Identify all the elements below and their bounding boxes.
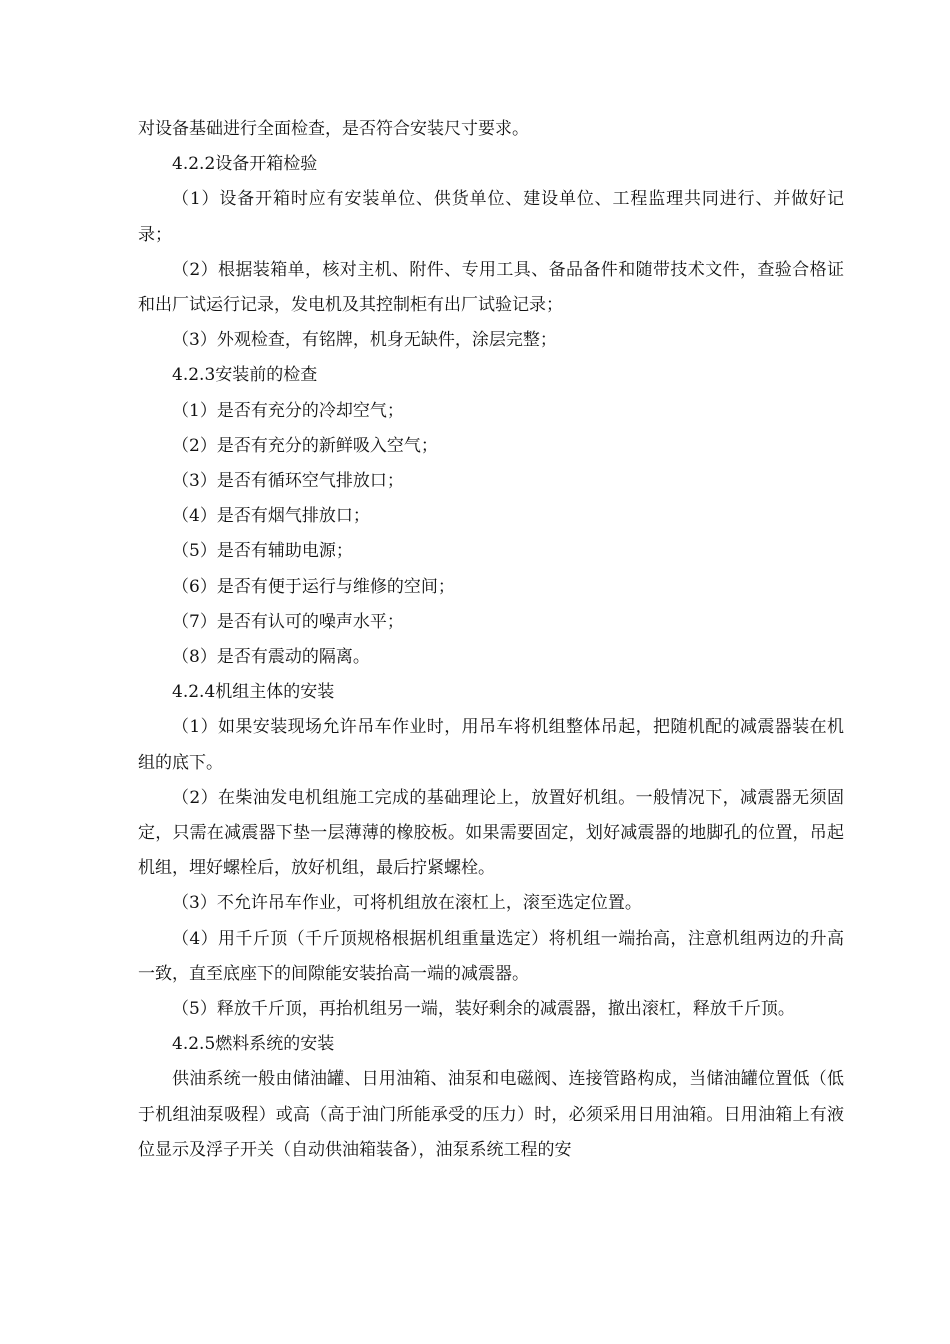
list-item: （2）在柴油发电机组施工完成的基础理论上，放置好机组。一般情况下，减震器无须固定，只需在减震器下垫一层薄薄的橡胶板。如果需要固定，划好减震器的地脚孔的位置，吊起机组，埋好螺栓后，放好机组，最后拧紧螺栓。 bbox=[138, 787, 844, 879]
list-item: （1）如果安装现场允许吊车作业时，用吊车将机组整体吊起，把随机配的减震器装在机组的底下。 bbox=[138, 717, 844, 773]
list-item: （5）是否有辅助电源； bbox=[172, 541, 353, 562]
list-item: （1）是否有充分的冷却空气； bbox=[172, 400, 404, 421]
list-item: （1）设备开箱时应有安装单位、供货单位、建设单位、工程监理共同进行、并做好记录； bbox=[138, 189, 844, 245]
section-heading: 4.2.5燃料系统的安装 bbox=[172, 1034, 335, 1055]
paragraph: 供油系统一般由储油罐、日用油箱、油泵和电磁阀、连接管路构成，当储油罐位置低（低于机组油泵吸程）或高（高于油门所能承受的压力）时，必须采用日用油箱。日用油箱上有液位显示及浮子开关（自动供油箱装备），油泵系统工程的安 bbox=[138, 1069, 844, 1160]
list-item: （5）释放千斤顶，再抬机组另一端，装好剩余的减震器，撤出滚杠，释放千斤顶。 bbox=[172, 999, 795, 1020]
list-item: （8）是否有震动的隔离。 bbox=[172, 647, 370, 668]
section-heading: 4.2.3安装前的检查 bbox=[172, 365, 318, 386]
list-item: （3）不允许吊车作业，可将机组放在滚杠上，滚至选定位置。 bbox=[172, 893, 642, 914]
section-heading: 4.2.4机组主体的安装 bbox=[172, 682, 335, 703]
paragraph: 对设备基础进行全面检查，是否符合安装尺寸要求。 bbox=[138, 119, 529, 139]
list-item: （2）根据装箱单，核对主机、附件、专用工具、备品备件和随带技术文件，查验合格证和出厂试运行记录，发电机及其控制柜有出厂试验记录； bbox=[138, 259, 844, 316]
list-item: （4）用千斤顶（千斤顶规格根据机组重量选定）将机组一端抬高，注意机组两边的升高一致，直至底座下的间隙能安装抬高一端的减震器。 bbox=[138, 928, 844, 984]
list-item: （2）是否有充分的新鲜吸入空气； bbox=[172, 435, 438, 456]
list-item: （4）是否有烟气排放口； bbox=[172, 506, 370, 527]
list-item: （3）是否有循环空气排放口； bbox=[172, 471, 404, 492]
list-item: （3）外观检查，有铭牌，机身无缺件，涂层完整； bbox=[172, 330, 557, 351]
section-heading: 4.2.2设备开箱检验 bbox=[172, 154, 318, 175]
document-body bbox=[138, 112, 844, 1168]
list-item: （6）是否有便于运行与维修的空间； bbox=[172, 576, 455, 597]
list-item: （7）是否有认可的噪声水平； bbox=[172, 611, 404, 632]
